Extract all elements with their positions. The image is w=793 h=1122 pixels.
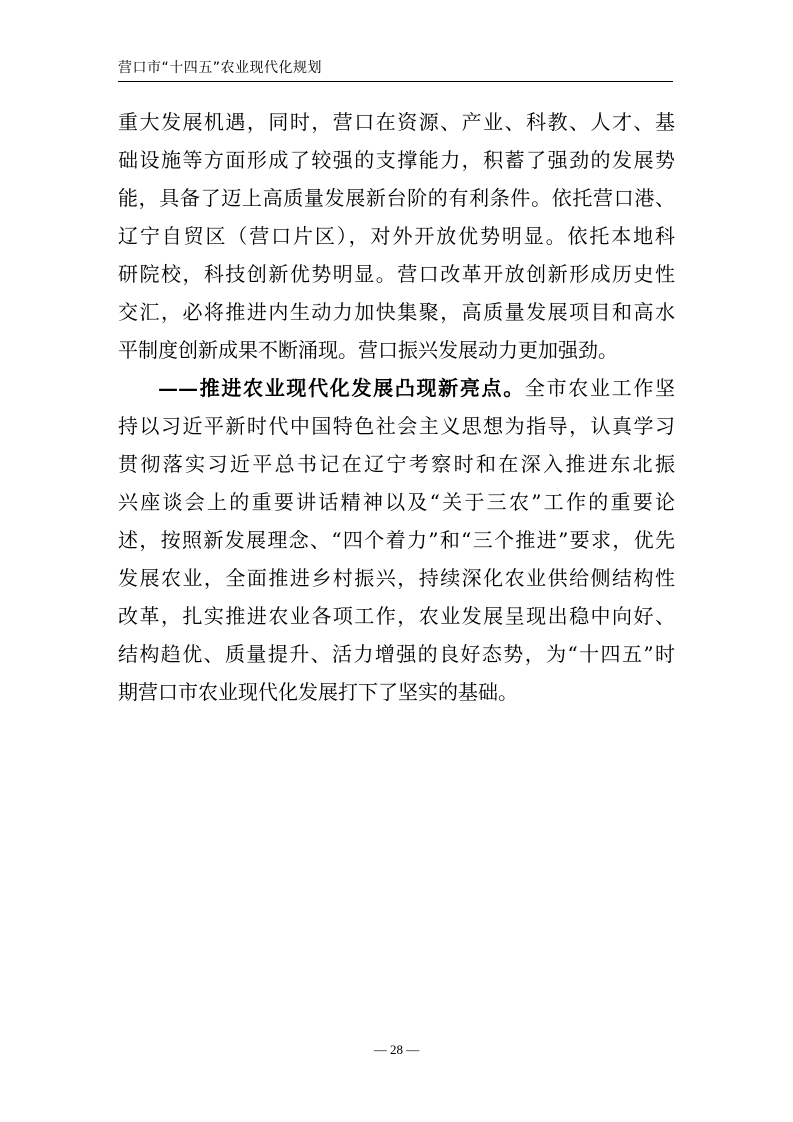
document-title: 营口市“十四五”农业现代化规划 xyxy=(118,60,323,76)
text-line: 发展农业，全面推进乡村振兴，持续深化农业供给侧结构性 xyxy=(118,566,675,590)
page-header xyxy=(118,58,673,80)
document-body xyxy=(118,103,675,711)
text-line: 能，具备了迈上高质量发展新台阶的有利条件。依托营口港、 xyxy=(118,186,675,210)
text-line: 础设施等方面形成了较强的支撑能力，积蓄了强劲的发展势 xyxy=(118,148,675,172)
text-line: 平制度创新成果不断涌现。营口振兴发展动力更加强劲。 xyxy=(118,338,618,362)
header-divider xyxy=(118,81,673,82)
text-line: 兴座谈会上的重要讲话精神以及“关于三农”工作的重要论 xyxy=(118,490,675,514)
text-line: 研院校，科技创新优势明显。营口改革开放创新形成历史性 xyxy=(118,262,675,286)
text-line: 期营口市农业现代化发展打下了坚实的基础。 xyxy=(118,680,518,704)
page-number: — 28 — xyxy=(373,1042,420,1057)
text-line: 重大发展机遇，同时，营口在资源、产业、科教、人才、基 xyxy=(118,110,675,134)
text-line: 改革，扎实推进农业各项工作，农业发展呈现出稳中向好、 xyxy=(118,604,675,628)
section-heading-line xyxy=(118,369,675,407)
text-line: 辽宁自贸区（营口片区），对外开放优势明显。依托本地科 xyxy=(118,224,675,248)
text-line: 贯彻落实习近平总书记在辽宁考察时和在深入推进东北振 xyxy=(118,452,675,476)
section-heading: ——推进农业现代化发展凸现新亮点。 xyxy=(158,376,525,400)
heading-line-text: 全市农业工作坚 xyxy=(524,376,676,400)
text-line: 持以习近平新时代中国特色社会主义思想为指导，认真学习 xyxy=(118,414,675,438)
text-line: 交汇，必将推进内生动力加快集聚，高质量发展项目和高水 xyxy=(118,300,675,324)
text-line: 结构趋优、质量提升、活力增强的良好态势，为“十四五”时 xyxy=(118,642,675,666)
text-line: 述，按照新发展理念、“四个着力”和“三个推进”要求，优先 xyxy=(118,528,675,552)
